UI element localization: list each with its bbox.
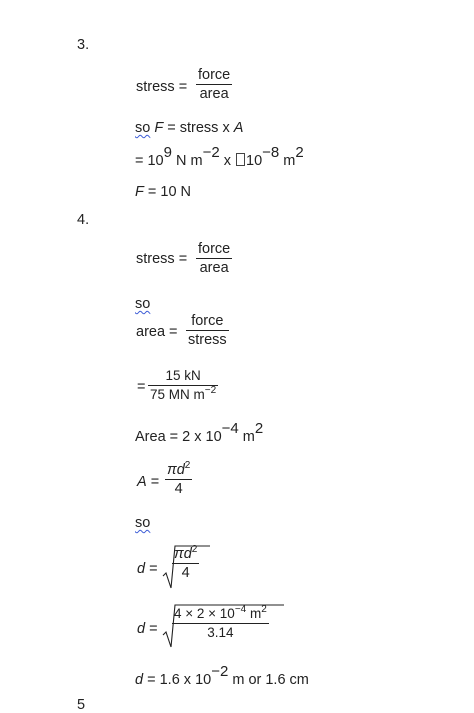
fraction-denominator: 3.14: [207, 625, 234, 640]
fraction-denominator: area: [199, 86, 229, 102]
q3-stress-lhs: stress =: [136, 79, 188, 95]
q3-result: [135, 184, 191, 200]
fraction-numerator: $\pi d^2$: [167, 460, 191, 478]
fraction-denominator: stress: [188, 332, 227, 348]
result-text: = 10 N: [143, 184, 192, 200]
variable-f: F: [135, 184, 144, 200]
q4-sqrt-fraction: [172, 545, 199, 582]
exponent: −2: [211, 663, 229, 680]
so-word: so: [135, 296, 151, 312]
fraction-numerator: $\pi d^2$: [174, 544, 198, 562]
text-part: m: [238, 429, 255, 445]
question-number-5: 5: [77, 697, 86, 713]
exponent: 2: [254, 420, 264, 437]
variable-d: d: [135, 672, 144, 688]
equation-text: = stress x: [163, 120, 234, 136]
exponent: −8: [262, 144, 280, 161]
fraction-denominator: 4: [181, 565, 190, 581]
q4-a-lhs: A =: [137, 474, 160, 490]
text-part: m or 1.6 cm: [228, 672, 309, 688]
fraction-numerator: 15 kN: [165, 368, 201, 383]
q4-circle-fraction: [165, 461, 192, 498]
q4-sqrt-substitution-fraction: [172, 605, 269, 642]
fraction-numerator: force: [198, 241, 231, 257]
text-part: m: [279, 153, 296, 169]
text-part: = 10: [135, 153, 164, 169]
q4-final-answer: [135, 663, 309, 688]
exponent: −2: [202, 144, 220, 161]
q4-area-fraction: [186, 312, 229, 349]
q3-stress-fraction: [196, 66, 232, 103]
text-part: 10: [246, 153, 263, 169]
q4-d-lhs: d =: [137, 621, 158, 637]
variable-f: F: [154, 120, 164, 136]
equals-sign: =: [137, 379, 146, 395]
fraction-numerator: force: [191, 313, 224, 329]
exponent: 9: [163, 144, 172, 161]
q4-d-lhs: d =: [137, 561, 158, 577]
fraction-denominator: 4: [174, 481, 183, 497]
q3-substitution: [135, 144, 304, 169]
fraction-denominator: area: [199, 260, 229, 276]
q4-area-lhs: area =: [136, 324, 178, 340]
so-word: so: [135, 515, 151, 531]
q3-force-equation: [135, 120, 243, 136]
exponent: −4: [221, 420, 239, 437]
text-part: x: [219, 153, 235, 169]
text-part: N m: [171, 153, 203, 169]
variable-a: A: [233, 120, 244, 136]
question-number-4: 4.: [77, 212, 90, 228]
text-part: Area = 2 x 10: [135, 429, 222, 445]
fraction-denominator: 75 MN $m^{-2}$: [150, 385, 217, 402]
text-part: = 1.6 x 10: [143, 672, 212, 688]
q4-stress-fraction: [196, 240, 232, 277]
fraction-numerator: force: [198, 67, 231, 83]
q4-stress-lhs: stress =: [136, 251, 188, 267]
question-number-3: 3.: [77, 37, 90, 53]
exponent: 2: [295, 144, 304, 161]
q4-area-result: [135, 420, 264, 445]
q4-area-value-fraction: [148, 367, 218, 404]
missing-glyph-box: [236, 153, 245, 166]
fraction-numerator: $4 \times 2 \times 10^{-4}$ $m^2$: [174, 604, 267, 621]
so-word: so: [135, 120, 151, 136]
